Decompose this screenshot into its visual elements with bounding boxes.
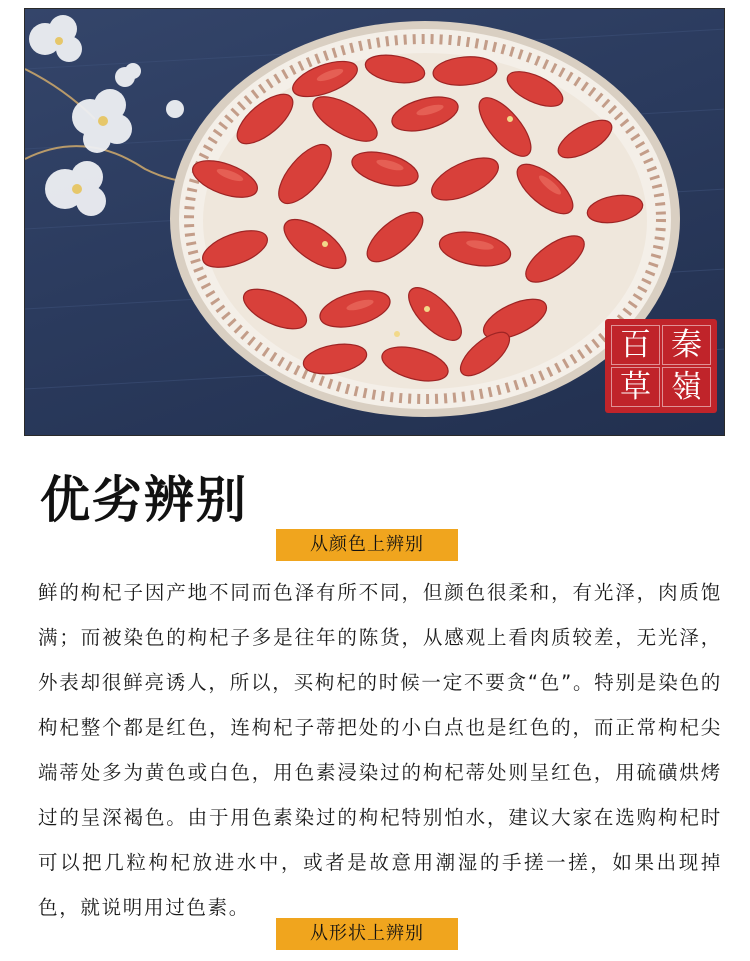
seal-char: 百 [611,325,660,365]
section-title: 优劣辨别 [40,471,248,529]
seal-char: 嶺 [662,367,711,407]
subsection-badge-color: 从颜色上辨别 [276,529,458,561]
seal-char: 草 [611,367,660,407]
seal-char: 秦 [662,325,711,365]
brand-seal [605,319,717,413]
hero-photo [24,8,725,436]
body-paragraph: 鲜的枸杞子因产地不同而色泽有所不同，但颜色很柔和，有光泽，肉质饱满；而被染色的枸杞子多是往年的陈货，从感观上看肉质较差，无光泽，外表却很鲜亮诱人，所以，买枸杞的时候一定不要贪“色”。特别是染色的枸杞整个都是红色，连枸杞子蒂把处的小白点也是红色的，而正常枸杞尖端蒂处多为黄色或白色，用色素浸染过的枸杞蒂处则呈红色，用硫磺烘烤过的呈深褐色。由于用色素染过的枸杞特别怕水，建议大家在选购枸杞时可以把几粒枸杞放进水中，或者是故意用潮湿的手搓一搓，如果出现掉色，就说明用过色素。 [38,581,722,919]
subsection-badge-shape: 从形状上辨别 [276,918,458,950]
